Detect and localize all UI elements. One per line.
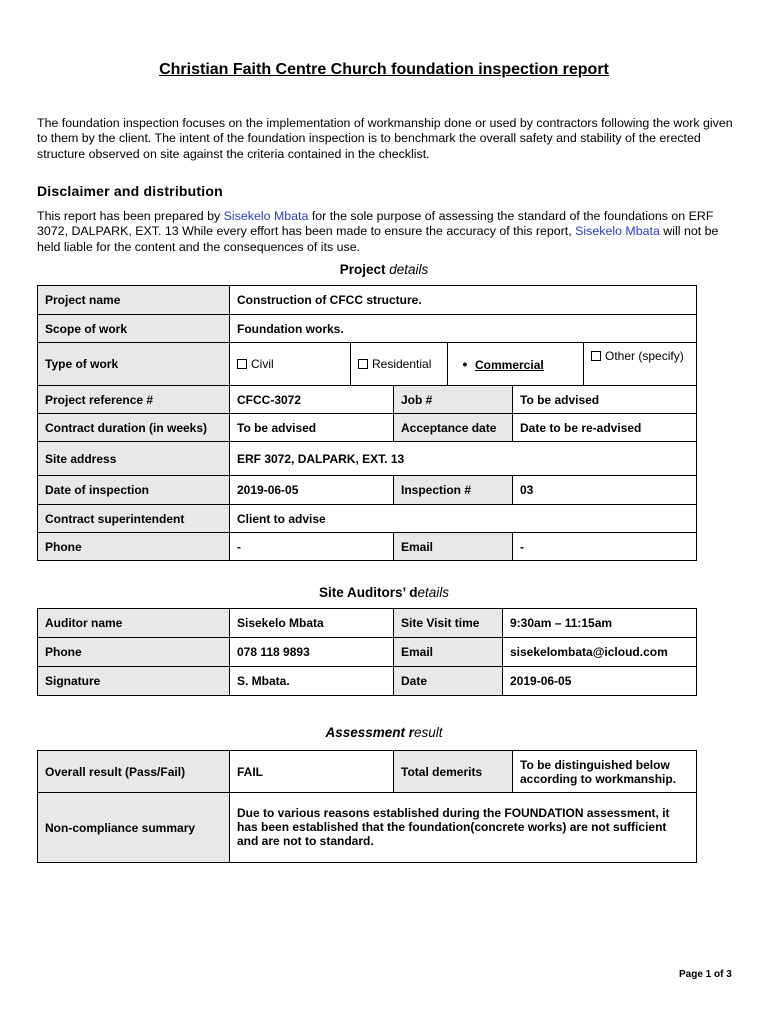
noncompliance-label: Non-compliance summary xyxy=(38,793,230,863)
table-row xyxy=(38,751,697,793)
acceptance-date-label: Acceptance date xyxy=(394,414,513,442)
contract-duration-value: To be advised xyxy=(230,414,394,442)
noncompliance-value: Due to various reasons established during the FOUNDATION assessment, it has been established that the foundation(concrete works) are not sufficient and are not to standard. xyxy=(230,793,697,863)
auditor-name-label: Auditor name xyxy=(38,609,230,638)
type-commercial-option: • Commercial xyxy=(448,343,584,386)
table-row xyxy=(38,286,697,315)
intro-paragraph: The foundation inspection focuses on the implementation of workmanship done or used by contractors following the work given to them by the client. The intent of the foundation inspection is to benchmark the overall safety and stability of the erected structure observed on site against the criteria contained in the checklist. xyxy=(37,116,733,161)
project-name-value: Construction of CFCC structure. xyxy=(230,286,697,315)
scope-value: Foundation works. xyxy=(230,315,697,343)
site-visit-value: 9:30am – 11:15am xyxy=(503,609,697,638)
table-row xyxy=(38,343,697,386)
disclaimer-paragraph xyxy=(37,209,737,255)
superintendent-value: Client to advise xyxy=(230,505,697,533)
disclaimer-heading: Disclaimer and distribution xyxy=(37,183,223,199)
auditor-email-value: sisekelombata@icloud.com xyxy=(503,638,697,667)
email-label: Email xyxy=(394,533,513,561)
job-number-label: Job # xyxy=(394,386,513,414)
site-address-label: Site address xyxy=(38,442,230,476)
auditor-phone-value: 078 118 9893 xyxy=(230,638,394,667)
project-reference-value: CFCC-3072 xyxy=(230,386,394,414)
checkbox-icon xyxy=(591,351,601,361)
inspection-date-label: Date of inspection xyxy=(38,476,230,505)
table-row xyxy=(38,414,697,442)
auditors-heading: Site Auditors’ details xyxy=(318,585,450,600)
type-civil-option: Civil xyxy=(230,343,351,386)
table-row xyxy=(38,442,697,476)
table-row xyxy=(38,533,697,561)
overall-result-label: Overall result (Pass/Fail) xyxy=(38,751,230,793)
inspection-number-label: Inspection # xyxy=(394,476,513,505)
phone-label: Phone xyxy=(38,533,230,561)
project-details-heading: Project details xyxy=(339,262,429,277)
disclaimer-text-3: will not be held liable for the content and the consequences of its use. xyxy=(37,224,719,254)
report-title: Christian Faith Centre Church foundation inspection report xyxy=(159,61,609,78)
auditor-email-label: Email xyxy=(394,638,503,667)
type-residential-option: Residential xyxy=(351,343,448,386)
checkbox-icon xyxy=(358,359,368,369)
checkbox-icon xyxy=(237,359,247,369)
signature-label: Signature xyxy=(38,667,230,696)
assessment-heading: Assessment result xyxy=(325,725,443,740)
phone-value: - xyxy=(230,533,394,561)
table-row xyxy=(38,386,697,414)
auditor-name-value: Sisekelo Mbata xyxy=(230,609,394,638)
table-row xyxy=(38,638,697,667)
total-demerits-label: Total demerits xyxy=(394,751,513,793)
inspection-number-value: 03 xyxy=(513,476,697,505)
author-name-link: Sisekelo Mbata xyxy=(575,224,660,239)
disclaimer-text-2: for the sole purpose of assessing the standard of the foundations on ERF 3072, DALPARK, EXT. 13 While every effort has been made to ensure the accuracy of this report, xyxy=(37,209,714,239)
acceptance-date-value: Date to be re-advised xyxy=(513,414,697,442)
project-details-table xyxy=(37,285,697,561)
total-demerits-value: To be distinguished below according to workmanship. xyxy=(513,751,697,793)
audit-date-value: 2019-06-05 xyxy=(503,667,697,696)
table-row xyxy=(38,505,697,533)
inspection-date-value: 2019-06-05 xyxy=(230,476,394,505)
site-visit-label: Site Visit time xyxy=(394,609,503,638)
contract-duration-label: Contract duration (in weeks) xyxy=(38,414,230,442)
author-name-link: Sisekelo Mbata xyxy=(223,209,309,223)
job-number-value: To be advised xyxy=(513,386,697,414)
signature-value: S. Mbata. xyxy=(230,667,394,696)
auditors-table xyxy=(37,608,697,696)
superintendent-label: Contract superintendent xyxy=(38,505,230,533)
scope-label: Scope of work xyxy=(38,315,230,343)
site-address-value: ERF 3072, DALPARK, EXT. 13 xyxy=(230,442,697,476)
project-reference-label: Project reference # xyxy=(38,386,230,414)
type-other-option: Other (specify) xyxy=(584,343,697,386)
auditor-phone-label: Phone xyxy=(38,638,230,667)
audit-date-label: Date xyxy=(394,667,503,696)
bullet-icon: • xyxy=(462,356,468,372)
table-row xyxy=(38,793,697,863)
disclaimer-text-1: This report has been prepared by xyxy=(37,209,224,223)
assessment-table xyxy=(37,750,697,863)
table-row xyxy=(38,476,697,505)
table-row xyxy=(38,315,697,343)
page-number: Page 1 of 3 xyxy=(679,969,732,980)
table-row xyxy=(38,609,697,638)
overall-result-value: FAIL xyxy=(230,751,394,793)
email-value: - xyxy=(513,533,697,561)
project-name-label: Project name xyxy=(38,286,230,315)
type-of-work-label: Type of work xyxy=(38,343,230,386)
table-row xyxy=(38,667,697,696)
